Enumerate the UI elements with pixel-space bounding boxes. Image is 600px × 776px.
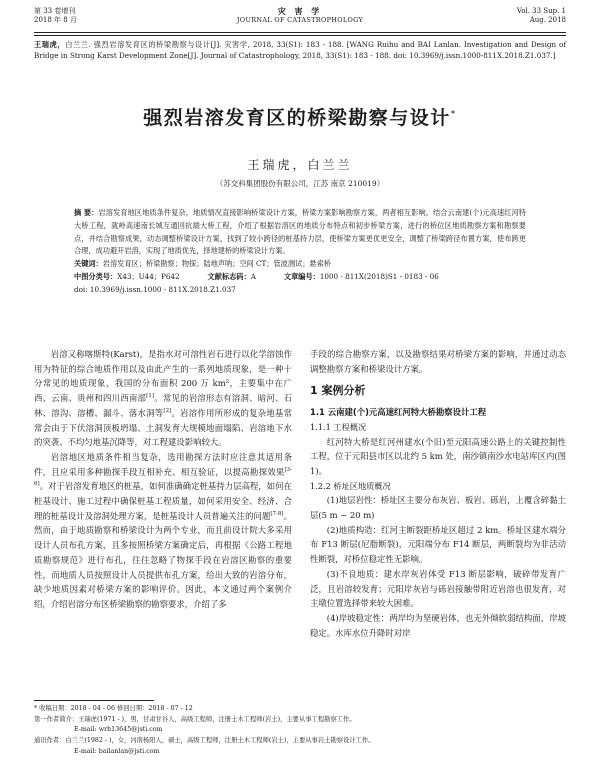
header-rule-thin [34, 35, 566, 36]
intro-text-2: 岩溶地区地质条件相当复杂，选用勘探方法时应注意其适用条件，且应采用多种勘探手段互相补充、相互验证，以提高勘探效果 [34, 451, 292, 477]
keywords-label: 关键词： [74, 259, 103, 269]
paper-title-text: 强烈岩溶发育区的桥梁勘察与设计 [143, 107, 451, 129]
section-heading-1-1-1: 1.1.1 工程概况 [310, 421, 367, 432]
citation-ref: [3-6] [34, 466, 292, 488]
header-volume-en [517, 7, 566, 25]
citation-ref: [7-8] [270, 510, 284, 517]
header-journal [34, 7, 566, 25]
document-code-label: 文献标志码： [207, 271, 251, 281]
citation-ref: [2] [163, 408, 172, 415]
article-number [284, 271, 453, 284]
article-number-value: 1000 - 811X(2018)S1 - 0183 - 06 [319, 271, 439, 281]
abstract [74, 207, 526, 258]
intro-text-1b: 。常见的岩溶形态有溶洞、暗河、石林、溶沟、溶槽、漏斗、落水洞等 [34, 393, 293, 418]
document-code [208, 271, 270, 284]
classification-row [74, 271, 526, 284]
intro-paragraph-2 [34, 450, 292, 612]
footnote-first-author-email: E-mail: wrh13645@jsti.com [74, 726, 163, 734]
header-rule-thick [34, 32, 566, 33]
paper-title [34, 103, 566, 130]
keywords [74, 258, 526, 271]
header-date-cn: 2018 年 8 月 [34, 16, 77, 24]
header-date-en: Aug. 2018 [529, 16, 566, 24]
intro-text-1: 岩溶又称喀斯特(Karst)，是指水对可溶性岩石进行以化学溶蚀作用为特征的综合地质作用以及由此产生的一系列地质现象，是一种十分常见的地质现象，我国的分布面积 200 万 km²，主要集中在广西、云南、贵州和四川西南部 [34, 349, 292, 404]
citation-text: 白兰兰. 强烈岩溶发育区的桥梁勘察与设计[J]. 灾害学, 2018, 33(S1): 183 - 188. [WANG Ruihu and BAI Lanlan. Investigation and Design of Bridge in Strong Karst Development Zone[J]. Journal of Catastrophology, 2018, 33(S1): 183 - 188. doi: 10.3969/j.issn.1000-811X.2018.Z1.037.] [34, 40, 566, 60]
project-overview-paragraph: 红河特大桥是红河州建水(个旧)至元阳高速公路上的关键控制性工程，位于元阳县市区以北约 5 km 处，南沙镇南沙水电站库区内(图 1)。 [310, 436, 566, 476]
footnote-corresponding-author: 通讯作者：白兰兰(1982 - )，女，河南杨阳人，硕士，高级工程师，注册土木工程师(岩土)，主要从事岩土勘察设计工作。 [34, 737, 375, 745]
footnote-rule [34, 700, 154, 701]
document-code-value: A [250, 271, 256, 281]
title-footnote-mark: * [450, 109, 457, 120]
header-volume-en-line: Vol. 33 Sup. 1 [516, 7, 566, 15]
intro-text-2c: 。然而，由于地质勘察和桥梁设计为两个专业，而且前设计院大多采用设计人员布孔方案，且多按照桥梁方案确定后，再根据《公路工程地质勘察规范》进行布孔，往往忽略了物探手段在岩溶区勘察的重要性，而地质人员按照设计人员提供布孔方案，给出大致的岩溶分布，缺少地质因素对桥梁方案的影响评价。因此，本文通过两个案例介绍，介绍岩溶分布区桥梁勘察的勘察要求，介绍了多 [34, 510, 293, 609]
abstract-label: 摘 要： [74, 208, 99, 217]
intro-paragraph-1 [34, 347, 292, 450]
footnote-dates: * 收稿日期：2018 - 04 - 06 修回日期：2018 - 07 - 12 [34, 705, 193, 712]
footnote-corresponding-email: E-mail: bailanlan@jsti.com [74, 747, 160, 755]
citation [34, 39, 566, 61]
affiliation: （苏交科集团股份有限公司，江苏 南京 210019） [215, 179, 385, 188]
intro-paragraph-continued: 手段的综合勘察方案，以及勘察结果对桥梁方案的影响，并通过动态调整勘察方案和桥梁设计方案。 [310, 349, 566, 374]
article-number-label: 文章编号： [283, 271, 320, 281]
doi: doi: 10.3969/j.issn.1000 - 811X.2018.Z1.037 [74, 284, 236, 294]
citation-label: 王瑞虎， [34, 40, 66, 49]
footnote-first-author: 第一作者简介：王瑞虎(1971 - )，男，甘肃甘谷人，高级工程师，注册土木工程师(岩土)，主要从事工程勘察工作。 [34, 715, 356, 723]
section-heading-1: 1 案例分析 [310, 384, 366, 398]
clc-label: 中图分类号： [74, 271, 118, 281]
geology-item-3: (3)不良地质：建水岸灰岩体受 F13 断层影响，破碎带发育广泛，且岩溶较发育；元阳岸灰岩与砾岩接触带附近岩溶也很发育，对主墩位置选择带来较大困难。 [310, 568, 566, 609]
body-right-column [310, 347, 566, 640]
running-header [34, 7, 566, 31]
abstract-text: 岩溶发育地区地质条件复杂，地质情况直接影响桥梁设计方案，桥梁方案影响勘察方案，两者相互影响。结合云南建(个)元高速红河特大桥工程，就岭高速南长城互通回抗端大桥工程，介绍了根据岩溶区的地质分布特点和初步桥梁方案，进行的桥位区地质勘察方案和勘察要点，并结合勘察成果，动态调整桥梁设计方案，找到了较小跨径的桩基持力层，使桥梁方案更优更安全，调整了桥梁跨径布置方案，使布跨更合理，成功避开岩溶，实现了地质优先，择地建桥的桥梁设计方案。 [74, 208, 526, 256]
clc-value: X43；U44；P642 [117, 271, 180, 281]
header-volume-cn: 第 33 卷增刊 [34, 7, 76, 15]
intro-text-1c: 。岩溶作用所形成的复杂地基常常会由于下伏溶洞顶板坍塌、土洞发育大规模地面塌陷、岩溶地下水的突袭、不均匀地基沉降等，对工程建设影响较大。 [34, 407, 293, 448]
body-left-column [34, 347, 292, 612]
clc-number [74, 271, 194, 284]
intro-text-2b: 。对于岩溶发育地区的桩基，如何准确确定桩基持力层高程，如何在桩基设计、施工过程中确保桩基工程质量，如何采用安全、经济、合理的桩基设计及溶洞处理方案，是桩基设计人员普遍关注的问题 [34, 481, 292, 521]
geology-item-2: (2)地质构造：红河主断裂距桥址区超过 2 km。桥址区建水端分布 F13 断层(尼脂断裂)，元阳端分布 F14 断层，两断裂均为非活动性断裂，对桥位稳定性无影响。 [310, 524, 566, 565]
geology-item-4: (4)岸坡稳定性：两岸均为坚硬岩体，也无外倾软弱结构面，岸坡稳定。水库水位升降时对岸 [310, 612, 566, 638]
authors: 王瑞虎，白兰兰 [247, 158, 353, 172]
keywords-text: 岩溶发育区；桥梁勘察；物探；陆地声呐；空间 CT；管波测试；悬索桥 [102, 259, 331, 269]
geology-item-1: (1)地层岩性：桥址区主要分布灰岩、板岩、砾岩，上覆含碎黏土层(5 m ~ 20 m) [310, 495, 566, 521]
citation-ref: [1] [146, 393, 154, 400]
section-heading-1-1: 1.1 云南建(个)元高速红河特大桥勘察设计工程 [310, 407, 487, 418]
footnote [34, 704, 566, 758]
journal-name-en: JOURNAL OF CATASTROPHOLOGY [236, 16, 364, 24]
journal-name-cn: 灾 害 学 [277, 6, 323, 16]
abstract-block [74, 207, 526, 297]
section-heading-1-2-2: 1.2.2 桥址区地质概况 [310, 480, 391, 491]
